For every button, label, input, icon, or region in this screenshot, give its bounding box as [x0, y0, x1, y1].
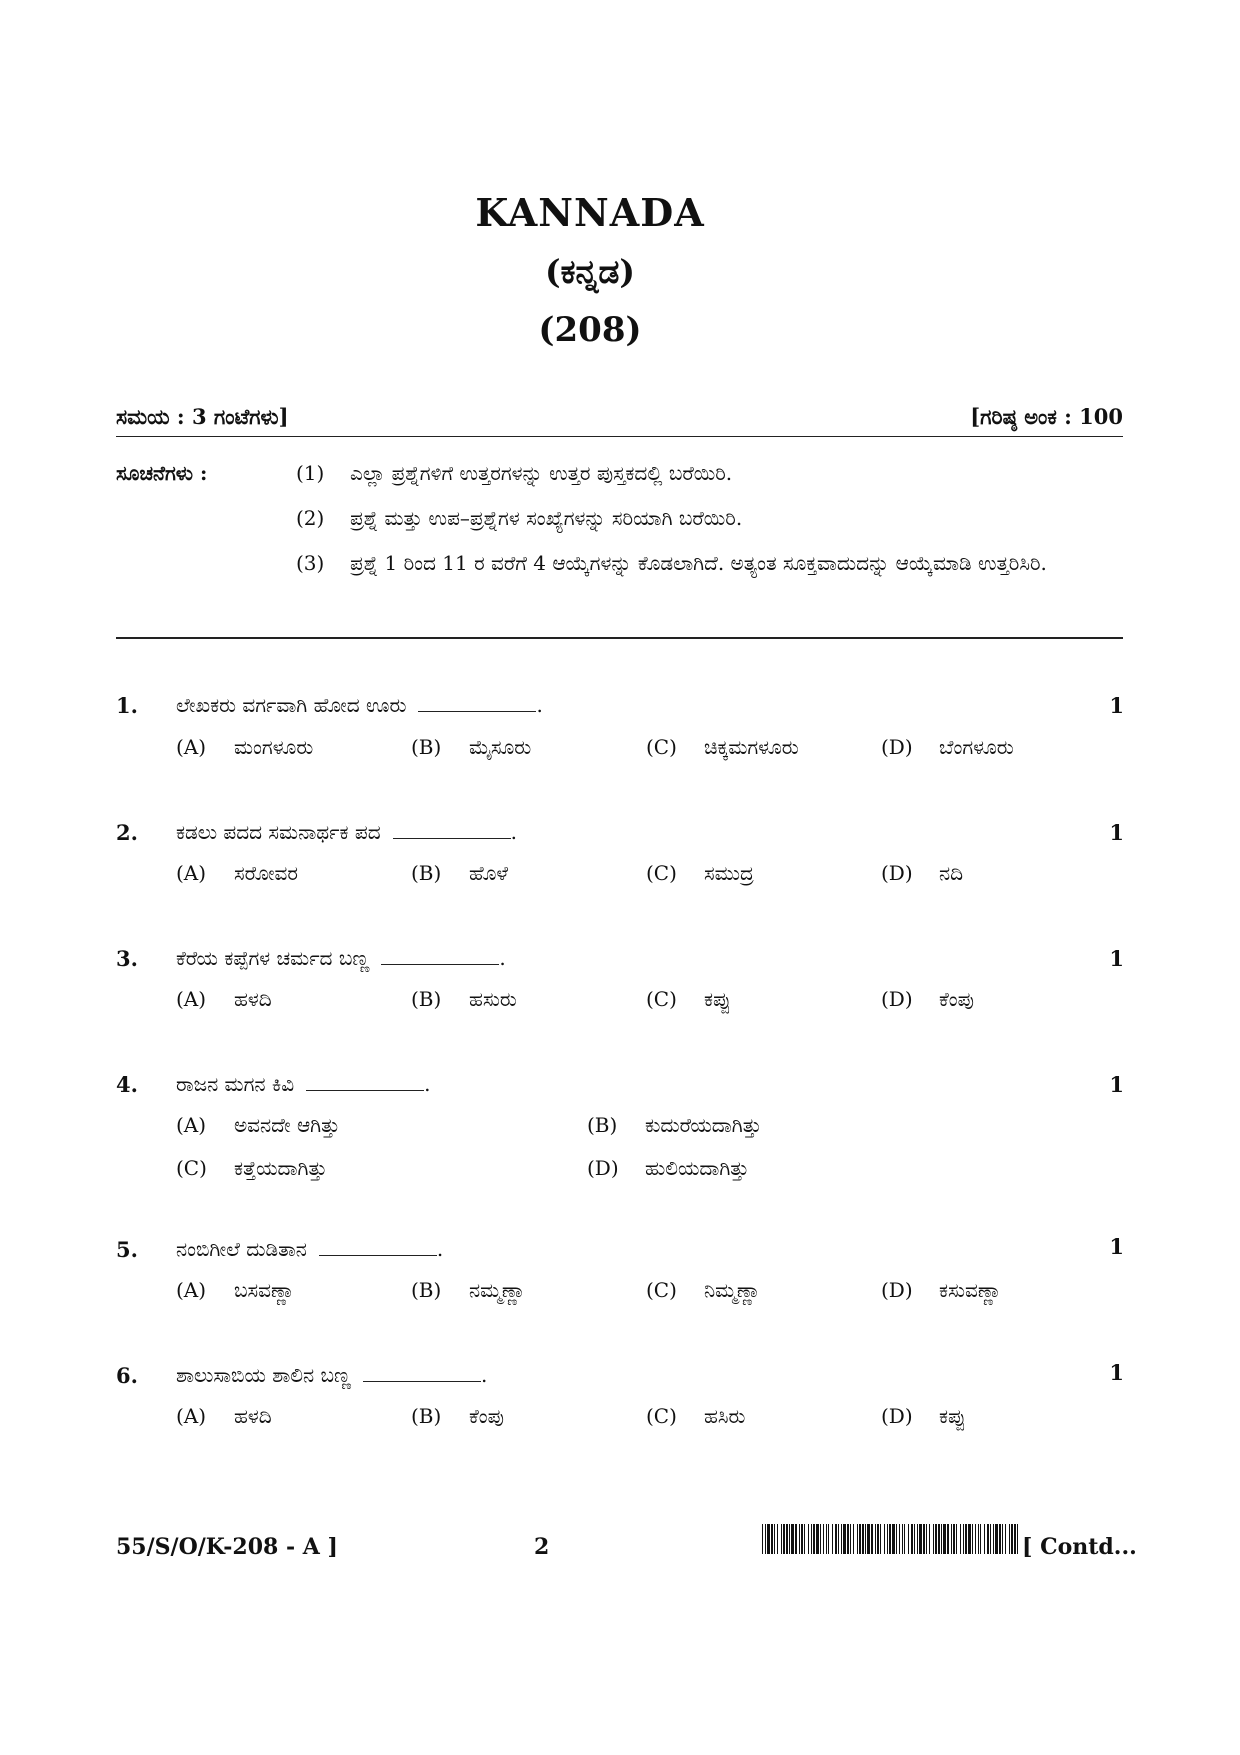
- question-number: 1.: [116, 693, 138, 718]
- question-text: ಕೆರೆಯ ಕಪ್ಪೆಗಳ ಚರ್ಮದ ಬಣ್ಣ .: [176, 946, 506, 970]
- question-marks: 1: [1109, 1360, 1124, 1385]
- subject-code: (208): [538, 310, 642, 350]
- instructions-divider: [116, 637, 1123, 639]
- answer-blank: [381, 946, 499, 965]
- answer-blank: [418, 693, 536, 712]
- question-marks: 1: [1109, 1072, 1124, 1097]
- question-marks: 1: [1109, 946, 1124, 971]
- instruction-number: (2): [296, 506, 325, 530]
- question-number: 5.: [116, 1237, 138, 1262]
- option: (B) ಹಸುರು: [411, 987, 517, 1011]
- time-allowed: ಸಮಯ : 3 ಗಂಟೆಗಳು]: [116, 404, 289, 429]
- option: (D) ಕಪ್ಪು: [881, 1404, 966, 1428]
- question-text: ನಂಬಿಗೀಲೆ ದುಡಿತಾನ .: [176, 1237, 444, 1261]
- option: (C) ಚಿಕ್ಕಮಗಳೂರು: [646, 735, 799, 759]
- option: (B) ಕೆಂಪು: [411, 1404, 504, 1428]
- option: (D) ಬೆಂಗಳೂರು: [881, 735, 1014, 759]
- option: (C) ಹಸಿರು: [646, 1404, 746, 1428]
- option: (A) ಮಂಗಳೂರು: [176, 735, 314, 759]
- title-english: KANNADA: [475, 190, 705, 235]
- option: (C) ಕತ್ತೆಯದಾಗಿತ್ತು: [176, 1156, 328, 1180]
- header-divider: [116, 436, 1123, 437]
- title-kannada: (ಕನ್ನಡ): [545, 252, 635, 291]
- option: (C) ನಿಮ್ಮಣ್ಣಾ: [646, 1278, 761, 1302]
- option: (A) ಅವನದೇ ಆಗಿತ್ತು: [176, 1113, 340, 1137]
- option: (D) ಕಸುವಣ್ಣಾ: [881, 1278, 1002, 1302]
- option: (C) ಸಮುದ್ರ: [646, 861, 754, 885]
- option: (A) ಹಳದಿ: [176, 987, 272, 1011]
- question-number: 4.: [116, 1072, 138, 1097]
- answer-blank: [363, 1363, 481, 1382]
- option: (A) ಸರೋವರ: [176, 861, 298, 885]
- question-marks: 1: [1109, 693, 1124, 718]
- paper-code: 55/S/O/K-208 - A ]: [116, 1534, 338, 1560]
- question-number: 3.: [116, 946, 138, 971]
- instruction-number: (1): [296, 461, 325, 485]
- max-marks: [ಗರಿಷ್ಠ ಅಂಕ : 100: [970, 404, 1123, 429]
- option: (B) ಮೈಸೂರು: [411, 735, 532, 759]
- barcode: [762, 1524, 1020, 1554]
- option: (D) ಹುಲಿಯದಾಗಿತ್ತು: [587, 1156, 749, 1180]
- question-number: 6.: [116, 1363, 138, 1388]
- option: (A) ಹಳದಿ: [176, 1404, 272, 1428]
- option: (B) ಹೊಳೆ: [411, 861, 509, 885]
- instruction-text: ಪ್ರಶ್ನೆ ಮತ್ತು ಉಪ–ಪ್ರಶ್ನೆಗಳ ಸಂಖ್ಯೆಗಳನ್ನು ಸರಿಯಾಗಿ ಬರೆಯಿರಿ.: [350, 506, 743, 530]
- question-marks: 1: [1109, 820, 1124, 845]
- instructions-heading: ಸೂಚನೆಗಳು :: [116, 461, 208, 485]
- page-number: 2: [534, 1534, 550, 1560]
- instruction-text: ಪ್ರಶ್ನೆ 1 ರಿಂದ 11 ರ ವರೆಗೆ 4 ಆಯ್ಕೆಗಳನ್ನು ಕೊಡಲಾಗಿದೆ. ಅತ್ಯಂತ ಸೂಕ್ತವಾದುದನ್ನು ಆಯ್ಕೆಮಾಡಿ ಉತ್ತರಿಸಿರಿ.: [350, 551, 1047, 575]
- option: (D) ನದಿ: [881, 861, 964, 885]
- instruction-number: (3): [296, 551, 325, 575]
- question-text: ಲೇಖಕರು ವರ್ಗವಾಗಿ ಹೋದ ಊರು .: [176, 693, 543, 717]
- option: (C) ಕಪ್ಪು: [646, 987, 731, 1011]
- option: (D) ಕೆಂಪು: [881, 987, 974, 1011]
- instruction-text: ಎಲ್ಲಾ ಪ್ರಶ್ನೆಗಳಿಗೆ ಉತ್ತರಗಳನ್ನು ಉತ್ತರ ಪುಸ್ತಕದಲ್ಲಿ ಬರೆಯಿರಿ.: [350, 461, 733, 485]
- answer-blank: [306, 1072, 424, 1091]
- option: (B) ನಮ್ಮಣ್ಣಾ: [411, 1278, 526, 1302]
- question-number: 2.: [116, 820, 138, 845]
- answer-blank: [393, 820, 511, 839]
- question-marks: 1: [1109, 1234, 1124, 1259]
- contd-label: [ Contd...: [1022, 1534, 1137, 1560]
- option: (B) ಕುದುರೆಯದಾಗಿತ್ತು: [587, 1113, 762, 1137]
- question-text: ಕಡಲು ಪದದ ಸಮನಾರ್ಥಕ ಪದ .: [176, 820, 517, 844]
- question-text: ಶಾಲುಸಾಬಿಯ ಶಾಲಿನ ಬಣ್ಣ .: [176, 1363, 488, 1387]
- answer-blank: [319, 1237, 437, 1256]
- question-text: ರಾಜನ ಮಗನ ಕಿವಿ .: [176, 1072, 431, 1096]
- option: (A) ಬಸವಣ್ಣಾ: [176, 1278, 295, 1302]
